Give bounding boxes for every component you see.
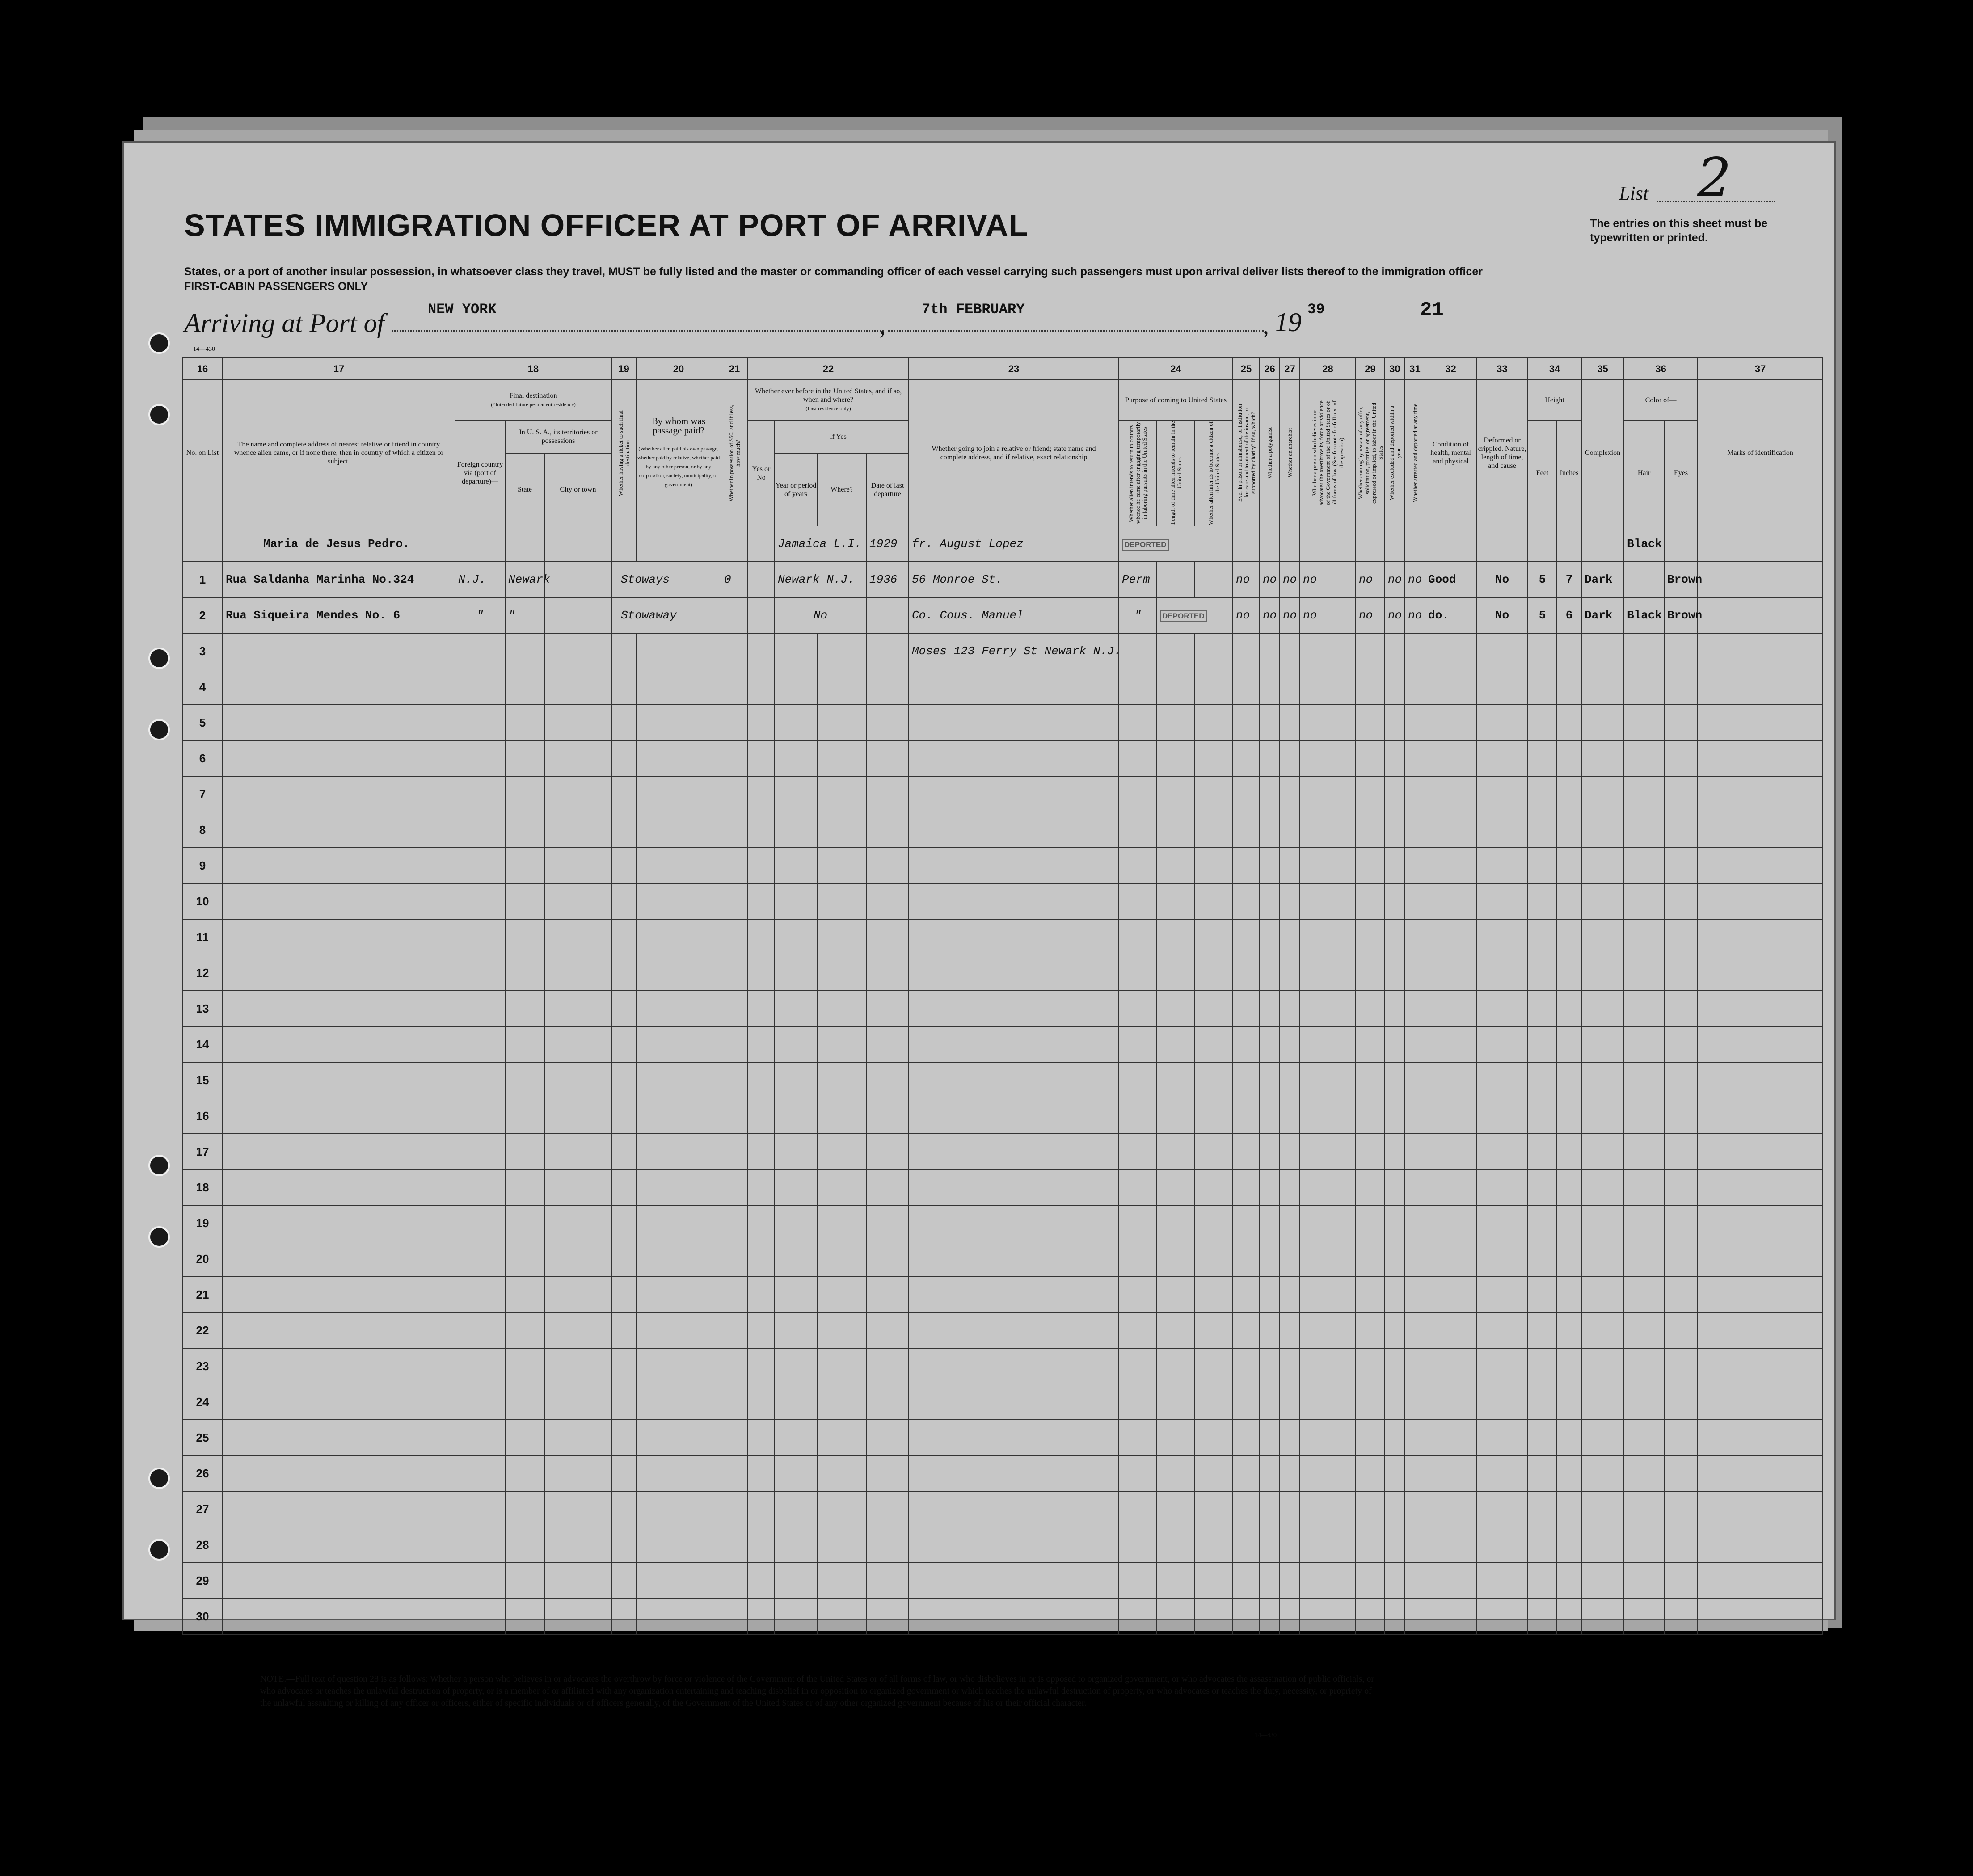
binding-hole <box>148 1468 170 1489</box>
list-underline <box>1657 201 1775 202</box>
header-passage-paid: By whom was passage paid? (Whether alien paid his own passage, whether paid by relative, whether paid by any other person, or by any corporation, society, municipality, or government) <box>636 380 721 526</box>
binding-hole <box>148 719 170 740</box>
binding-hole <box>148 1226 170 1248</box>
header-complexion: Complexion <box>1581 380 1624 526</box>
table-row: 17 <box>182 1134 1823 1169</box>
table-row: 15 <box>182 1062 1823 1098</box>
header-arrested: Whether arrested and deported at any time <box>1412 404 1419 502</box>
header-ever-before: Whether ever before in the United States, and if so, when and where? (Last residence only) <box>748 380 909 420</box>
binding-hole <box>148 1539 170 1561</box>
header-contract-labor: Whether coming by reason of any offer, solicitation, promise, or agreement, expressed or implied, to labor in the United States <box>1357 402 1384 504</box>
empty-rows <box>182 669 1823 1634</box>
header-anarchist: Whether an anarchist <box>1286 428 1294 478</box>
table-row: 29 <box>182 1563 1823 1598</box>
header-health: Condition of health, mental and physical <box>1425 380 1476 526</box>
header-marks: Marks of identification <box>1698 380 1823 526</box>
header-ticket: Whether having a ticket to such final destination <box>617 410 631 496</box>
deported-stamp: DEPORTED <box>1122 539 1168 551</box>
table-row: 12 <box>182 955 1823 991</box>
table-row: 16 <box>182 1098 1823 1134</box>
manifest-table <box>182 357 1823 1635</box>
table-row: 9 <box>182 848 1823 883</box>
table-row: 25 <box>182 1420 1823 1455</box>
arriving-label: Arriving at Port of <box>184 308 385 338</box>
year-prefix: 19 <box>1275 307 1302 337</box>
table-row: 20 <box>182 1241 1823 1277</box>
table-row: 11 <box>182 919 1823 955</box>
deported-stamp: DEPORTED <box>1160 610 1206 622</box>
header-final-destination: Final destination (*Intended future permanent residence) <box>455 380 611 420</box>
column-number-row: 16 17 18 19 20 21 22 23 24 25 26 27 28 29 30 31 32 33 34 35 36 37 <box>182 358 1823 380</box>
table-row: 26 <box>182 1455 1823 1491</box>
table-row: 2 Rua Siqueira Mendes No. 6 " " Stowaway No Co. Cous. Manuel " DEPORTED no no no no no no no do. No 5 6 Dark Black Brown <box>182 597 1823 633</box>
year-suffix: 39 <box>1307 301 1325 318</box>
table-row: 19 <box>182 1205 1823 1241</box>
table-row: 21 <box>182 1277 1823 1312</box>
table-row: 10 <box>182 883 1823 919</box>
table-row: 14 <box>182 1026 1823 1062</box>
table-row: 13 <box>182 991 1823 1026</box>
table-row: 8 <box>182 812 1823 848</box>
table-row: 7 <box>182 776 1823 812</box>
table-row: 27 <box>182 1491 1823 1527</box>
table-row: 24 <box>182 1384 1823 1420</box>
column-heading-row-3: State City or town Year or period of years Where? Date of last departure <box>182 454 1823 526</box>
manifest-sheet: 2 List STATES IMMIGRATION OFFICER AT PORT OF ARRIVAL The entries on this sheet must be typewritten or printed. States, or a port of another insular possession, in whatsoever class they travel, MUST be fully listed and the master or commanding officer of each vessel carrying such passengers must upon arrival deliver lists thereof to the immigration officer FIRST-CABIN PASSENGERS ONLY Arriving at Port of NEW YORK , 7th FEBRUARY , 19 39 21 14—430 16 17 18 19 20 21 22 23 24 25 26 27 28 29 30 31 32 33 34 35 36 37 No. on List The name and complete address of nearest relative or friend in country whence alien came, or if none there, then in country of which a citizen or subject. Final destination (*Intended future permanent residence) Whether having a ticket to such final destination By whom was passage paid? (Whether alien paid his own passage, whether paid by relative, whether paid by any other person, or by any corporation, society, municipality, or government) Whether in possession of $50, and if less, how much? Whether ever before in the United States, and if so, when and where? (Last residence only) Whether going to join a relative or friend; state name and complete address, and if relative, exact relationship Purpose of coming to United States Ever in prison or almshouse, or institution for care and treatment of the insane, or supported by charity? If so, which? Whether a polygamist Whether an anarchist Whether a person who believes in or advocates the overthrow by force or violence of the Government of the United States or of all forms of law. (See footnote for full text of the question) Whether coming by reason of any offer, solicitation, promise, or agreement, expressed or implied, to labor in the United States Whether excluded and deported within a year Whether arrested and deported at any time Condition of health, mental and physical Deformed or crippled. Nature, length of time, and cause Height Complexion Color of— Marks of identification Foreign country via (port of departure)— In U. S. A., its territories or possessions Yes or No If Yes— Whether alien intends to return to country whence he came after engaging temporarily in laboring pursuits in the United States Length of time alien intends to remain in the United States Whether alien intends to become a citizen of the United States Feet Inches Hair Eyes State City or town Year or period of years Where? Date of last departure Maria de Jesus Pedro. Jamaica L.I. 1929 fr. August Lopez DEPORTED Black 1 Rua Saldanha Marinha No.324 N.J. Newark Stoways 0 Newark N.J. 1936 56 Monroe St. Perm no no no no no no no Good No 5 7 Dark Brown 2 Rua Siqueira Mendes No. 6 " " Stowaway No Co. Cous. Manuel " DEPORTED no no no no no no no do. No 5 6 Dark Black Brown 3 Moses 123 Ferry St Newark N.J. 4 5 6 7 8 9 10 11 12 13 14 15 16 17 18 19 20 21 22 23 24 25 26 27 28 29 30 NOTE.—Full text of question 28 is as follows: Whether a person who believes in or advocates the overthrow by force or violence of the Government of the United States or of all forms of law, or who disbelieves in or is opposed to organized government, or who advocates the assassination of public officials, or who advocates or teaches the unlawful destruction of property, or is a member of or affiliated with any organization entertaining and teaching disbelief in or opposition to organized government or which teaches the unlawful destruction of property, or who advocates or teaches the duty, necessity, or propriety of the unlawful assaulting or killing of any officer or officers, either of specific individuals or of officers generally, of the Government of the United States or of any other organized government because of his or their official character. 14—430 <box>122 141 1836 1620</box>
table-row: 6 <box>182 740 1823 776</box>
table-row: 3 Moses 123 Ferry St Newark N.J. <box>182 633 1823 669</box>
binding-hole <box>148 648 170 669</box>
port-underline <box>392 330 884 332</box>
table-row: 18 <box>182 1169 1823 1205</box>
table-row: 23 <box>182 1348 1823 1384</box>
page-title: STATES IMMIGRATION OFFICER AT PORT OF ARRIVAL <box>184 208 1029 243</box>
header-color-of: Color of— <box>1624 380 1698 420</box>
table-row: 1 Rua Saldanha Marinha No.324 N.J. Newark Stoways 0 Newark N.J. 1936 56 Monroe St. Perm no no no no no no no Good No 5 7 Dark Brown <box>182 562 1823 597</box>
subtitle-class: FIRST-CABIN PASSENGERS ONLY <box>184 280 368 293</box>
arrival-date: 7th FEBRUARY <box>922 301 1025 318</box>
binding-hole <box>148 332 170 354</box>
header-purpose: Purpose of coming to United States <box>1119 380 1233 420</box>
page-number: 21 <box>1420 299 1444 321</box>
header-deformed: Deformed or crippled. Nature, length of time, and cause <box>1476 380 1528 526</box>
port-value: NEW YORK <box>428 301 497 318</box>
subtitle-instructions: States, or a port of another insular possession, in whatsoever class they travel, MUST be fully listed and the master or commanding officer of each vessel carrying such passengers must upon arrival deliver lists thereof to the immigration officer <box>184 265 1483 278</box>
header-no-on-list: No. on List <box>182 380 223 526</box>
header-height: Height <box>1528 380 1581 420</box>
header-overthrow: Whether a person who believes in or advocates the overthrow by force or violence of the Government of the United States or of all forms of law. (See footnote for full text of the question) <box>1311 400 1345 505</box>
footnote-question-28: NOTE.—Full text of question 28 is as follows: Whether a person who believes in or advocates the overthrow by force or violence of the Government of the United States or of all forms of law, or who disbelieves in or is opposed to organized government, or who advocates the assassination of public officials, or who advocates or teaches the unlawful destruction of property, or is a member of or affiliated with any organization entertaining and teaching disbelief in or opposition to organized government or which teaches the unlawful destruction of property, or who advocates or teaches the duty, necessity, or propriety of the unlawful assaulting or killing of any officer or officers, either of specific individuals or of officers generally, of the Government of the United States or of any other organized government because of his or their official character. <box>260 1674 1374 1708</box>
table-row: 30 <box>182 1598 1823 1634</box>
table-row: 4 <box>182 669 1823 705</box>
passenger-name: Maria de Jesus Pedro. <box>223 526 455 562</box>
relative-address: Rua Saldanha Marinha No.324 <box>223 562 455 597</box>
header-nearest-relative: The name and complete address of nearest relative or friend in country whence alien came, or if none there, then in country of which a citizen or subject. <box>223 380 455 526</box>
list-number: 2 <box>1697 147 1732 209</box>
binding-hole <box>148 1155 170 1176</box>
table-row: Maria de Jesus Pedro. Jamaica L.I. 1929 fr. August Lopez DEPORTED Black <box>182 526 1823 562</box>
column-heading-row-2: Foreign country via (port of departure)— In U. S. A., its territories or possessions Yes or No If Yes— Whether alien intends to return to country whence he came after engaging temporarily in laboring pursuits in the United States Length of time alien intends to remain in the United States Whether alien intends to become a citizen of the United States Feet Inches Hair Eyes <box>182 420 1823 454</box>
table-row: 28 <box>182 1527 1823 1563</box>
table-row: 5 <box>182 705 1823 740</box>
header-excluded: Whether excluded and deported within a year <box>1388 405 1402 501</box>
table-row: 22 <box>182 1312 1823 1348</box>
form-number-top: 14—430 <box>193 346 215 353</box>
date-underline <box>888 330 1264 332</box>
header-fifty-dollars: Whether in possession of $50, and if less, how much? <box>728 404 741 501</box>
list-label: List <box>1619 182 1649 204</box>
header-prison: Ever in prison or almshouse, or institution for care and treatment of the insane, or supported by charity? If so, which? <box>1236 404 1256 502</box>
form-number-bottom: 14—430 <box>1255 1732 1277 1739</box>
binding-hole <box>148 404 170 425</box>
relative-address: Rua Siqueira Mendes No. 6 <box>223 597 455 633</box>
header-polygamist: Whether a polygamist <box>1266 427 1273 479</box>
typewritten-note: The entries on this sheet must be typewritten or printed. <box>1590 217 1768 244</box>
column-heading-row-1 <box>182 380 1823 420</box>
header-join-relative: Whether going to join a relative or friend; state name and complete address, and if relative, exact relationship <box>909 380 1119 526</box>
